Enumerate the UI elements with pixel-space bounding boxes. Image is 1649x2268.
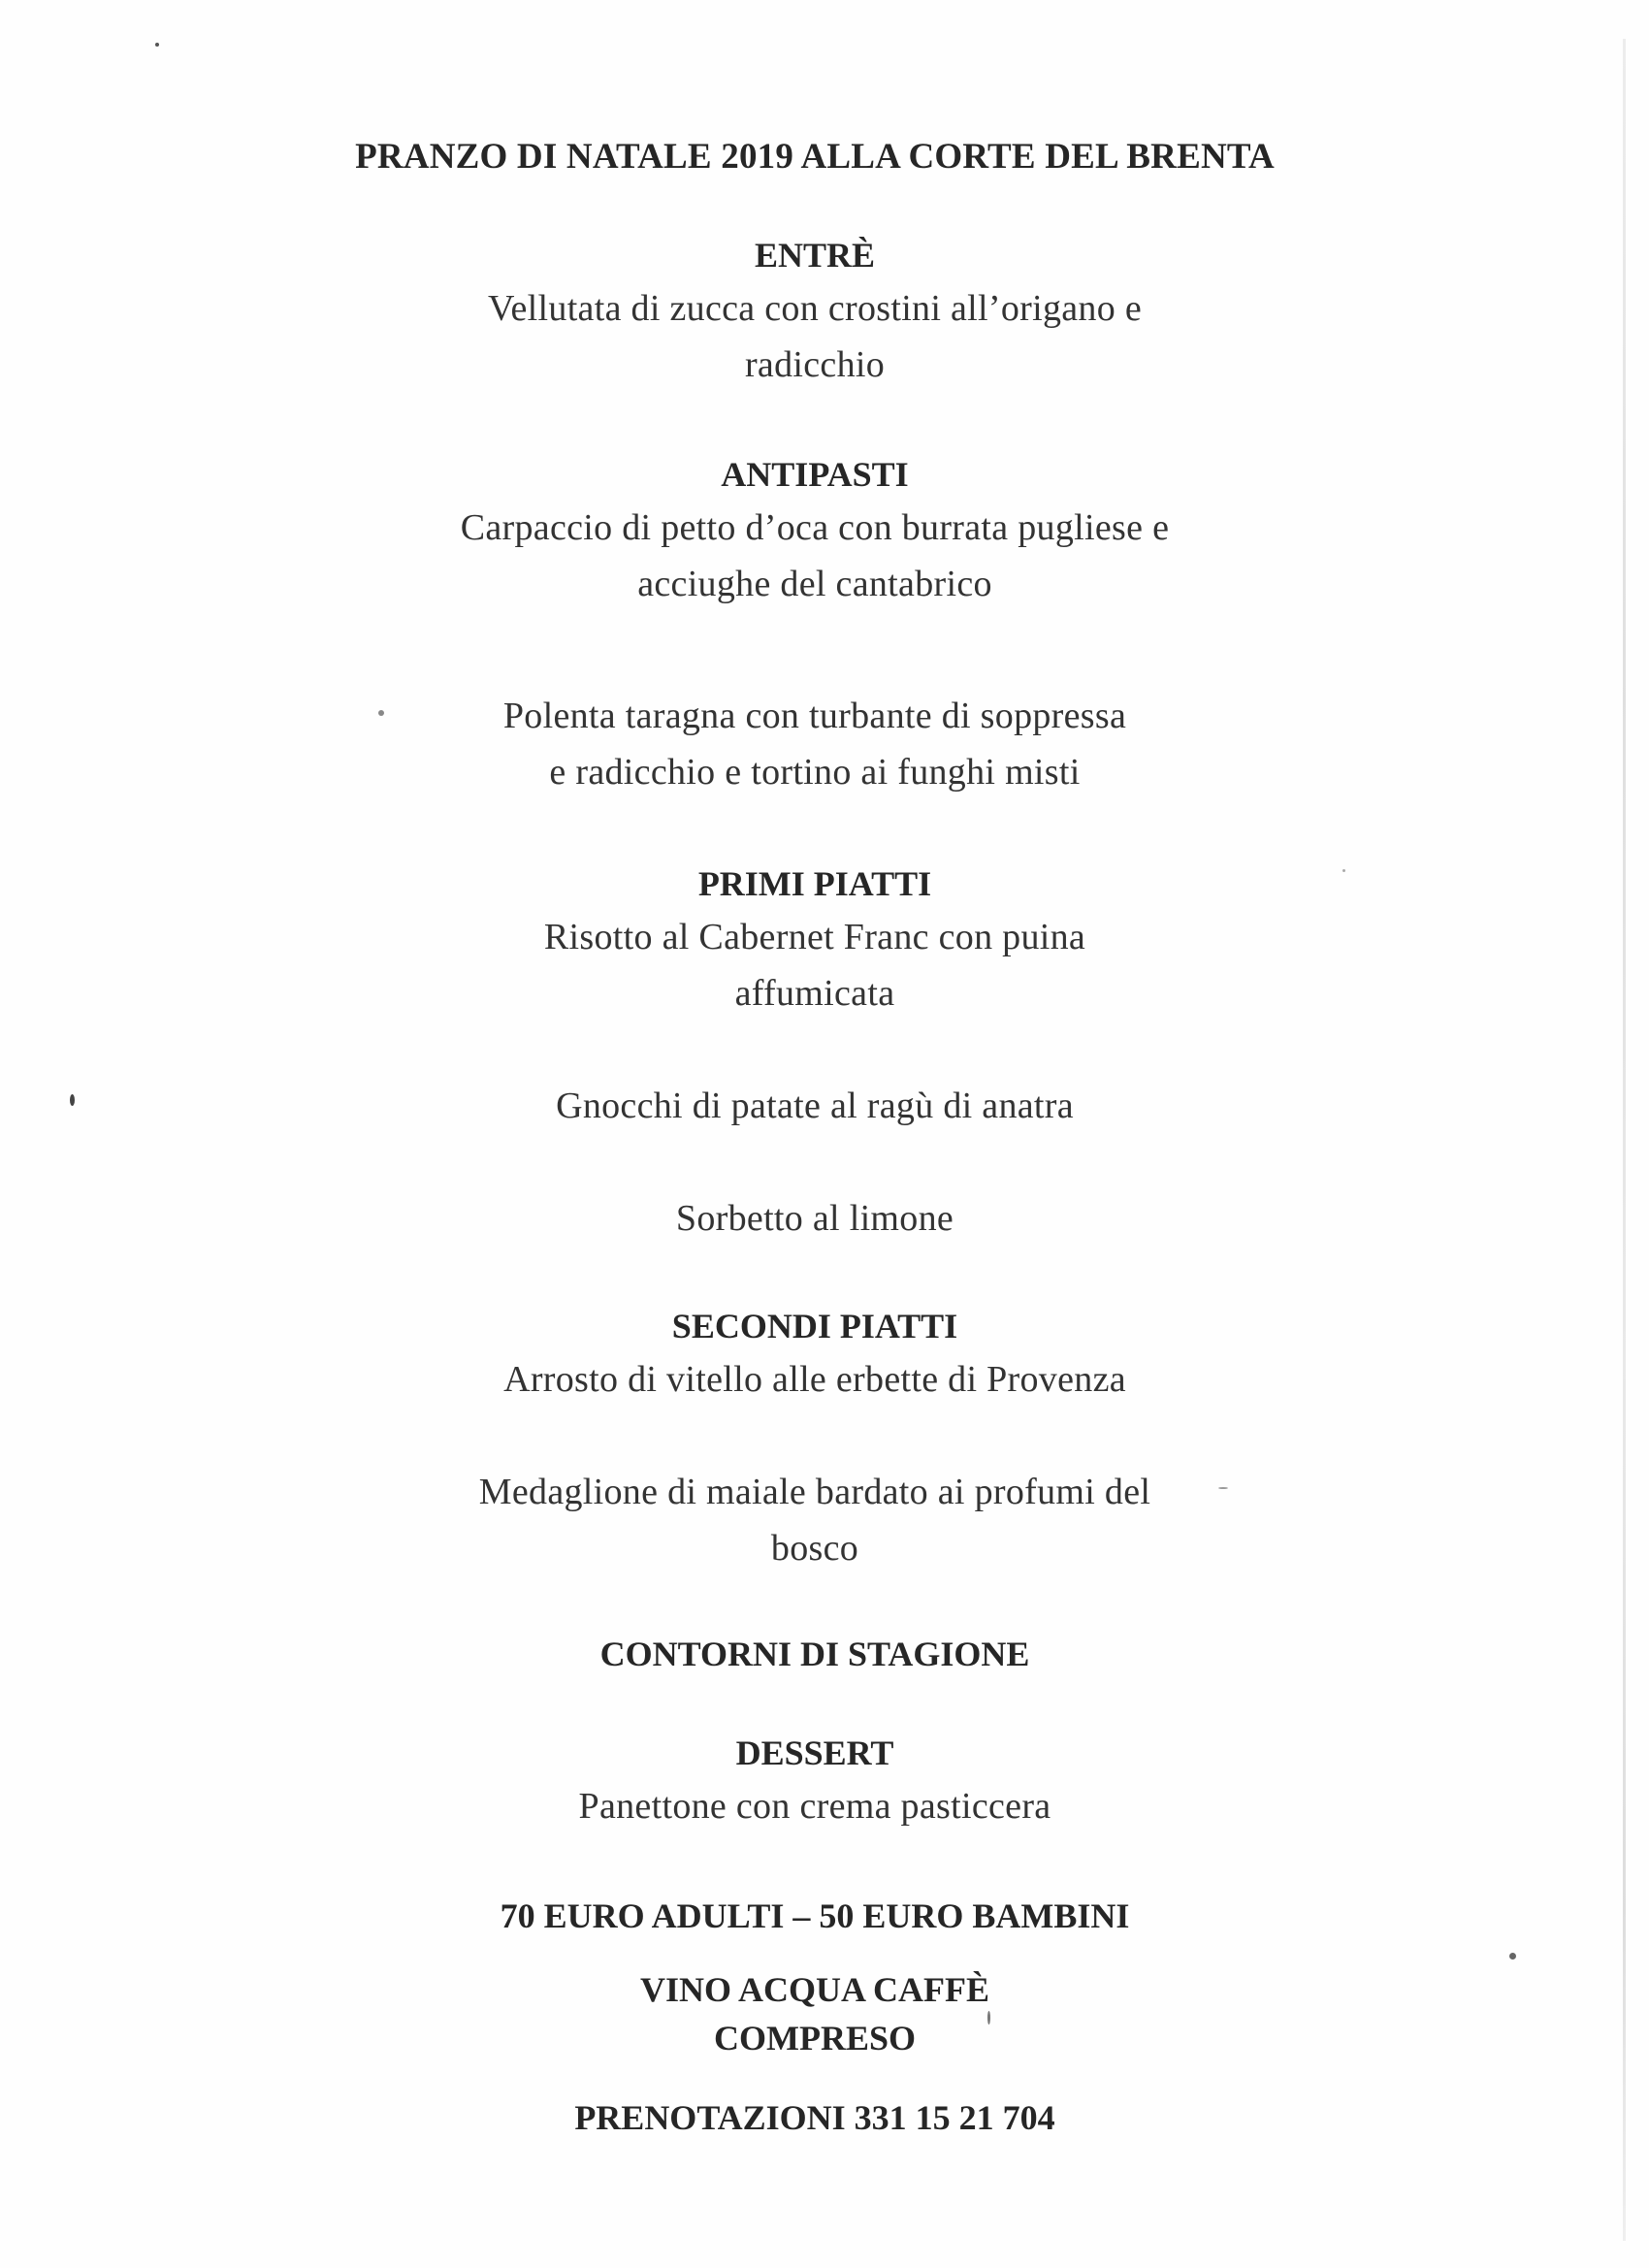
dish-line: Panettone con crema pasticcera [578,1786,1051,1827]
dish-line: bosco [770,1528,859,1569]
dish-line: Polenta taragna con turbante di soppressa [502,696,1127,736]
included-line: VINO ACQUA CAFFÈ [639,1970,990,2009]
included-line: COMPRESO [713,2019,916,2057]
booking-line: PRENOTAZIONI 331 15 21 704 [574,2098,1055,2137]
dish-line: Risotto al Cabernet Franc con puina [543,917,1086,957]
scan-speck [1509,1953,1516,1960]
section-heading-dessert: DESSERT [735,1733,894,1772]
menu-title: PRANZO DI NATALE 2019 ALLA CORTE DEL BRENTA [355,137,1275,177]
dish-line: Arrosto di vitello alle erbette di Provenza [503,1359,1126,1400]
section-heading-antipasti: ANTIPASTI [721,455,909,494]
section-heading-contorni: CONTORNI DI STAGIONE [599,1635,1030,1673]
dish-line: Vellutata di zucca con crostini all’origano e [487,288,1142,329]
dish-line: Sorbetto al limone [675,1198,954,1239]
dish-line: Carpaccio di petto d’oca con burrata pugliese e [460,507,1170,548]
price-line: 70 EURO ADULTI – 50 EURO BAMBINI [500,1896,1130,1935]
dish-line: Gnocchi di patate al ragù di anatra [556,1085,1074,1126]
dish-line: e radicchio e tortino ai funghi misti [549,752,1081,793]
section-heading-entre: ENTRÈ [754,236,876,275]
dish-line: acciughe del cantabrico [637,564,992,604]
dish-line: affumicata [734,973,895,1014]
scan-speck [155,43,159,47]
section-heading-primi: PRIMI PIATTI [697,864,932,903]
dish-line: radicchio [744,344,886,385]
section-heading-secondi: SECONDI PIATTI [671,1307,958,1345]
dish-line: Medaglione di maiale bardato ai profumi del [478,1472,1151,1512]
